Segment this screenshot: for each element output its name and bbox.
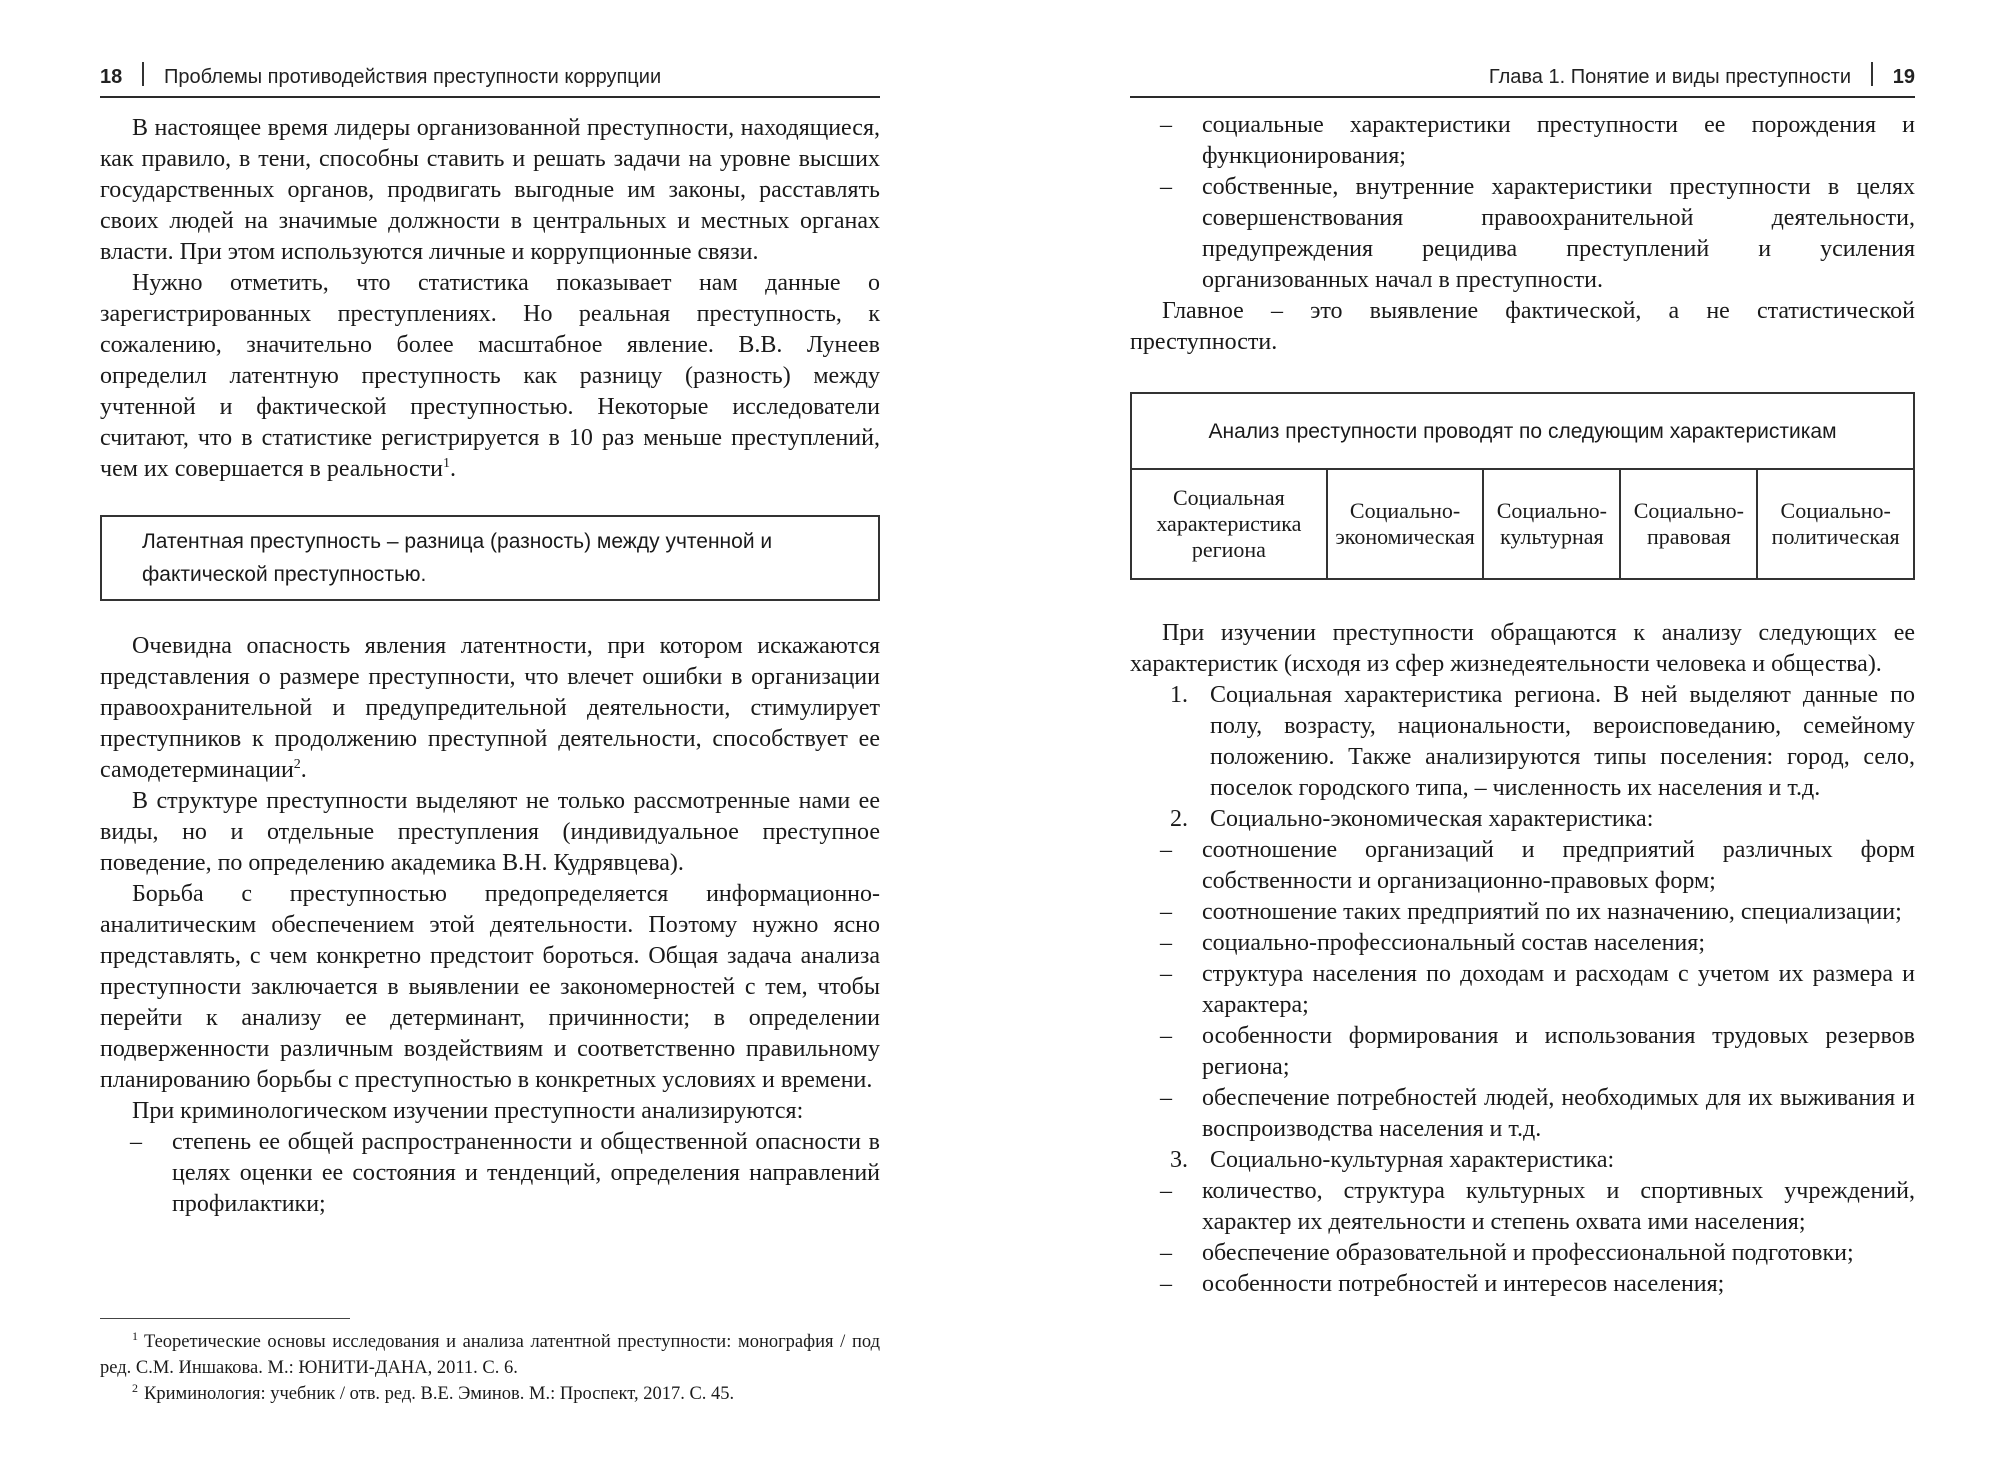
- list-item: – количество, структура культурных и спортивных учреждений, характер их деятельности и степень охвата ими населения;: [1160, 1178, 1915, 1235]
- list-item: – степень ее общей распространенности и общественной опасности в целях оценки ее состояния и тенденций, определения направлений профилактики;: [130, 1129, 880, 1217]
- paragraph: При криминологическом изучении преступности анализируются:: [132, 1098, 804, 1124]
- table-row: [1131, 469, 1914, 579]
- paragraph: В настоящее время лидеры организованной преступности, находящиеся, как правило, в тени, способны ставить и решать задачи на уровне высших государственных органов, продвигать выгодные им законы, расставлять своих людей на значимые должности в центральных и местных органах власти. При этом используются личные и коррупционные связи.: [100, 115, 880, 265]
- right-page-body: [1130, 110, 1915, 1300]
- footnote: $^2$ Криминология: учебник / отв. ред. В.Е. Эминов. М.: Проспект, 2017. С. 45.: [132, 1380, 735, 1404]
- paragraph: При изучении преступности обращаются к анализу следующих ее характеристик (исходя из сфер жизнедеятельности человека и общества).: [1130, 620, 1915, 677]
- table-cell: Социально-экономическая: [1327, 469, 1484, 579]
- list-item: – обеспечение образовательной и профессиональной подготовки;: [1160, 1240, 1854, 1266]
- analysis-table: [1130, 392, 1915, 580]
- list-item: – особенности формирования и использования трудовых резервов региона;: [1160, 1023, 1915, 1080]
- left-page: [100, 0, 880, 1457]
- paragraph: Нужно отметить, что статистика показывает нам данные о зарегистрированных преступлениях. Но реальная преступность, к сожалению, значительно более масштабное явление. В.В. Лунеев определил латентную преступность как разницу (разность) между учтенной и фактической преступностью. Некоторые исследователи считают, что в статистике регистрируется в 10 раз меньше преступлений, чем их совершается в реальности$^1$.: [100, 270, 880, 482]
- footnotes: [100, 1318, 880, 1407]
- dash-marker: –: [130, 1129, 142, 1155]
- table-cell: Социально-культурная: [1483, 469, 1620, 579]
- list-item: – обеспечение потребностей людей, необходимых для их выживания и воспроизводства населения и т.д.: [1160, 1085, 1915, 1142]
- running-title: Проблемы противодействия преступности коррупции: [164, 66, 662, 88]
- header-separator: [1871, 62, 1873, 86]
- list-item: – собственные, внутренние характеристики преступности в целях совершенствования правоохранительной деятельности, предупреждения рецидива преступлений и усиления организованных начал в преступности.: [1160, 174, 1915, 293]
- footnote-ref: 2: [293, 757, 301, 772]
- list-item: – соотношение организаций и предприятий различных форм собственности и организационно-правовых форм;: [1160, 837, 1915, 894]
- numbered-item: 2. Социально-экономическая характеристика:: [1170, 806, 1654, 832]
- paragraph: Главное – это выявление фактической, а не статистической преступности.: [1130, 298, 1915, 355]
- table-cell: Социально-политическая: [1757, 469, 1914, 579]
- list-item: – социальные характеристики преступности ее порождения и функционирования;: [1160, 112, 1915, 169]
- page-number: 19: [1892, 66, 1915, 88]
- table-cell: Социально-правовая: [1620, 469, 1757, 579]
- numbered-item: 1. Социальная характеристика региона. В ней выделяют данные по полу, возрасту, национальности, вероисповеданию, семейному положению. Также анализируются типы поселения: город, село, поселок городского типа, – численность их населения и т.д.: [1170, 682, 1915, 801]
- footnote: $^1$ Теоретические основы исследования и анализа латентной преступности: монография / под ред. С.М. Иншакова. М.: ЮНИТИ-ДАНА, 2011. С. 6.: [100, 1328, 880, 1378]
- table-header: Анализ преступности проводят по следующим характеристикам: [1131, 393, 1914, 469]
- right-page: [1130, 0, 1915, 1457]
- numbered-item: 3. Социально-культурная характеристика:: [1170, 1147, 1615, 1173]
- list-item: – социально-профессиональный состав населения;: [1160, 930, 1705, 956]
- paragraph: В структуре преступности выделяют не только рассмотренные нами ее виды, но и отдельные преступления (индивидуальное преступное поведение, по определению академика В.Н. Кудрявцева).: [100, 788, 880, 876]
- right-page-header: [1130, 62, 1915, 98]
- list-item: – соотношение таких предприятий по их назначению, специализации;: [1160, 899, 1902, 925]
- definition-box: Латентная преступность – разница (разность) между учтенной и фактической преступностью.: [100, 515, 880, 601]
- list-item: – структура населения по доходам и расходам с учетом их размера и характера;: [1160, 961, 1915, 1018]
- page-number: 18: [100, 66, 123, 88]
- left-page-header: [100, 62, 880, 98]
- paragraph: Очевидна опасность явления латентности, при котором искажаются представления о размере преступности, что влечет ошибки в организации правоохранительной и предупредительной деятельности, стимулирует преступников к продолжению преступной деятельности, способствует ее самодетерминации$^2$.: [100, 633, 880, 783]
- table-cell: Социальная характеристика региона: [1131, 469, 1327, 579]
- list-item: – особенности потребностей и интересов населения;: [1160, 1271, 1725, 1297]
- header-separator: [142, 62, 144, 86]
- running-title: Глава 1. Понятие и виды преступности: [1488, 66, 1851, 88]
- paragraph: Борьба с преступностью предопределяется информационно-аналитическим обеспечением этой деятельности. Поэтому нужно ясно представлять, с чем конкретно предстоит бороться. Общая задача анализа преступности заключается в выявлении ее закономерностей с тем, чтобы перейти к анализу ее детерминант, причинности; в определении подверженности различным воздействиям и соответственно правильному планированию борьбы с преступностью в конкретных условиях и времени.: [100, 881, 880, 1093]
- footnote-rule: [100, 1318, 350, 1319]
- footnote-ref: 1: [443, 456, 450, 471]
- left-page-body: [100, 113, 880, 1220]
